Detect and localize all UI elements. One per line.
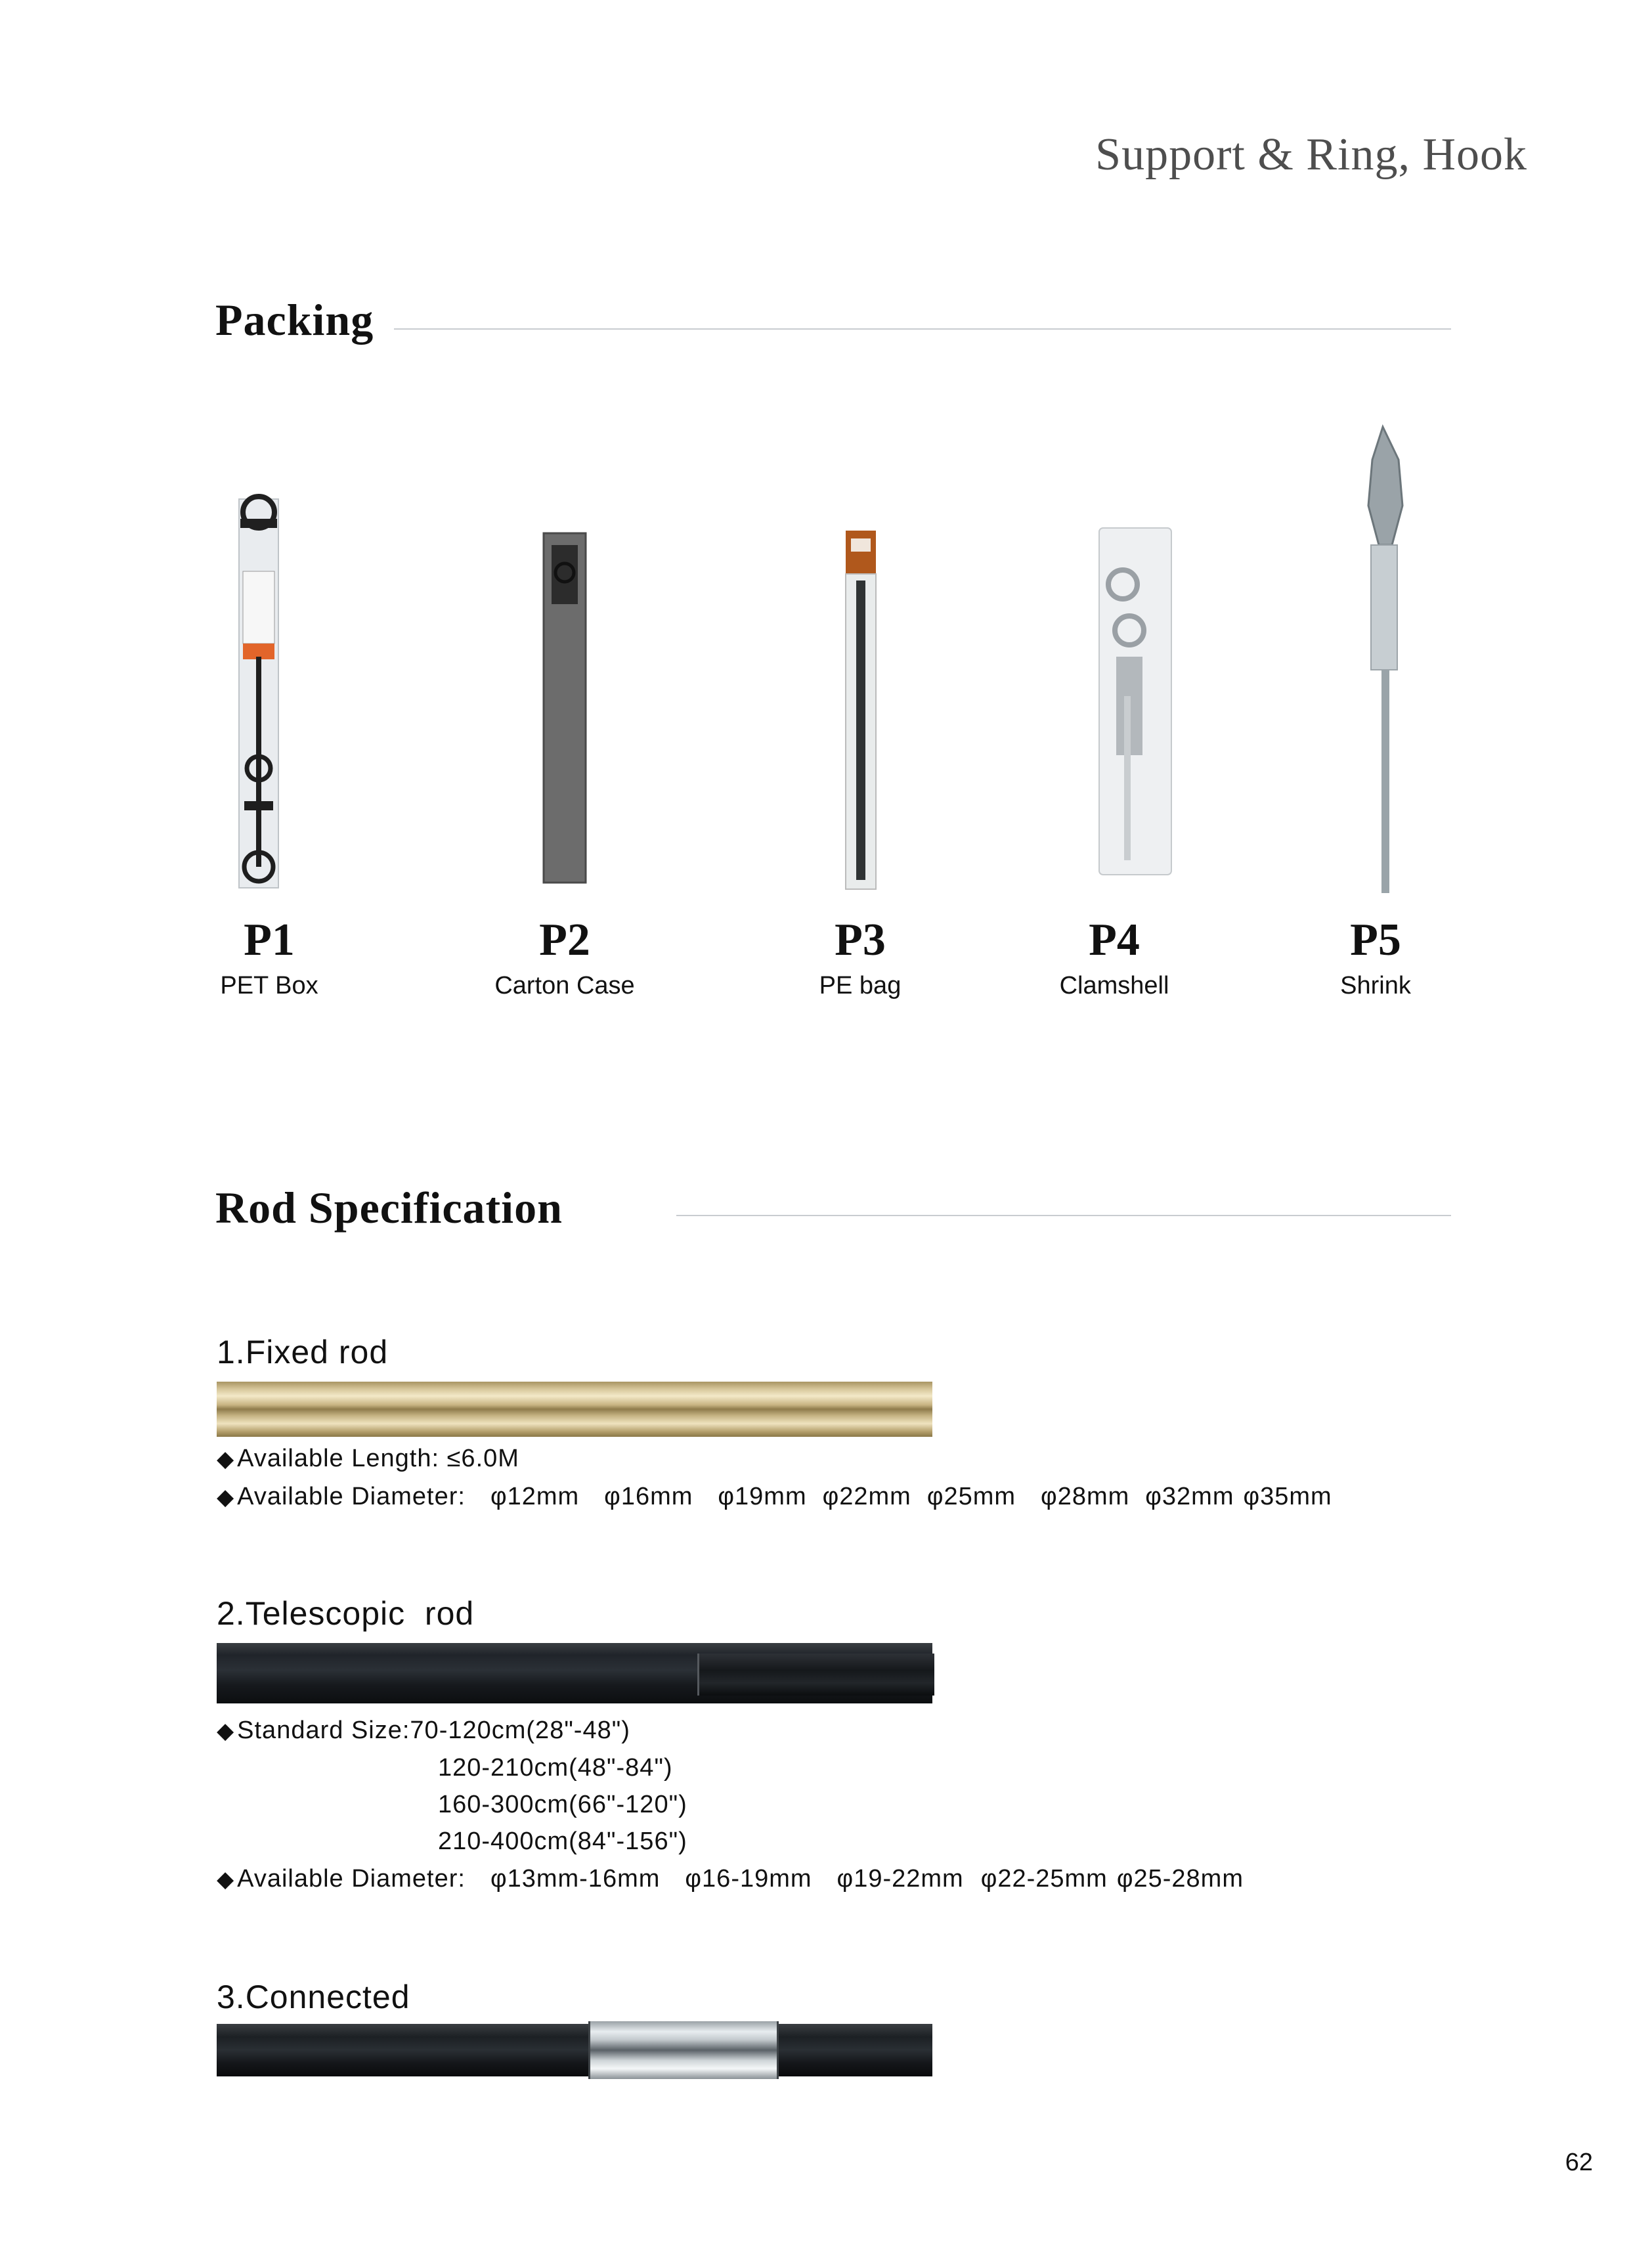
pe-bag-image — [846, 531, 876, 889]
fixed-rod-image — [217, 1382, 932, 1437]
rod-spec-title: Rod Specification — [215, 1183, 563, 1233]
fixed-length-label: Available Length: ≤6.0M — [237, 1445, 519, 1472]
telescopic-diameter-label: Available Diameter: — [237, 1865, 466, 1893]
telescopic-diameter-value: φ25-28mm — [1116, 1865, 1244, 1893]
telescopic-size: 160-300cm(66"-120") — [438, 1791, 687, 1818]
pet-box-image — [239, 496, 278, 888]
packing-name-p5: Shrink — [1340, 972, 1411, 999]
fixed-diameter-value: φ22mm — [822, 1483, 911, 1510]
packing-name-p3: PE bag — [819, 972, 902, 999]
telescopic-rod-title: 2.Telescopic rod — [217, 1595, 475, 1632]
connector-sleeve-image — [588, 2021, 779, 2079]
packing-name-p1: PET Box — [220, 972, 318, 999]
bullet-icon: ◆ — [217, 1867, 235, 1892]
carton-case-image — [544, 533, 586, 883]
telescopic-diameter-value: φ13mm-16mm — [490, 1865, 661, 1893]
packing-code-p5: P5 — [1350, 915, 1401, 965]
packing-code-p4: P4 — [1089, 915, 1140, 965]
bullet-icon: ◆ — [217, 1719, 235, 1743]
telescopic-diameter-value: φ22-25mm — [980, 1865, 1108, 1893]
packing-code-p2: P2 — [539, 915, 590, 965]
packing-name-p4: Clamshell — [1059, 972, 1169, 999]
telescopic-size: 120-210cm(48"-84") — [438, 1754, 673, 1782]
bullet-icon: ◆ — [217, 1447, 235, 1472]
connected-rod-title: 3.Connected — [217, 1979, 410, 2015]
packing-title-rule — [394, 328, 1451, 330]
fixed-diameter-value: φ19mm — [718, 1483, 807, 1510]
page-number: 62 — [1565, 2149, 1593, 2176]
fixed-length-spec — [217, 1445, 519, 1473]
packing-title: Packing — [215, 295, 374, 345]
fixed-diameter-value: φ12mm — [490, 1483, 580, 1510]
telescopic-standard-spec — [217, 1717, 630, 1745]
telescopic-size: 210-400cm(84"-156") — [438, 1828, 687, 1855]
packing-name-p2: Carton Case — [494, 972, 635, 999]
telescopic-size: 70-120cm(28"-48") — [410, 1717, 630, 1744]
connected-rod-image — [217, 2024, 932, 2076]
fixed-diameter-value: φ25mm — [926, 1483, 1016, 1510]
packing-images — [197, 420, 1458, 900]
packing-code-p1: P1 — [244, 915, 295, 965]
fixed-diameter-label: Available Diameter: — [237, 1483, 466, 1510]
page-header-title: Support & Ring, Hook — [1095, 129, 1527, 180]
fixed-diameter-value: φ16mm — [604, 1483, 693, 1510]
fixed-diameter-spec — [217, 1483, 1332, 1511]
telescopic-diameter-value: φ19-22mm — [837, 1865, 964, 1893]
telescopic-rod-inner-image — [697, 1654, 934, 1696]
fixed-diameter-value: φ32mm — [1145, 1483, 1234, 1510]
packing-code-p3: P3 — [835, 915, 886, 965]
bullet-icon: ◆ — [217, 1485, 235, 1510]
fixed-rod-title: 1.Fixed rod — [217, 1334, 389, 1370]
clamshell-image — [1099, 528, 1171, 875]
rod-spec-title-rule — [676, 1215, 1451, 1216]
telescopic-standard-label: Standard Size: — [237, 1717, 410, 1744]
telescopic-diameter-spec — [217, 1865, 1244, 1893]
fixed-diameter-value: φ28mm — [1041, 1483, 1130, 1510]
fixed-diameter-value: φ35mm — [1243, 1483, 1332, 1510]
telescopic-diameter-value: φ16-19mm — [685, 1865, 812, 1893]
shrink-image — [1368, 427, 1402, 893]
